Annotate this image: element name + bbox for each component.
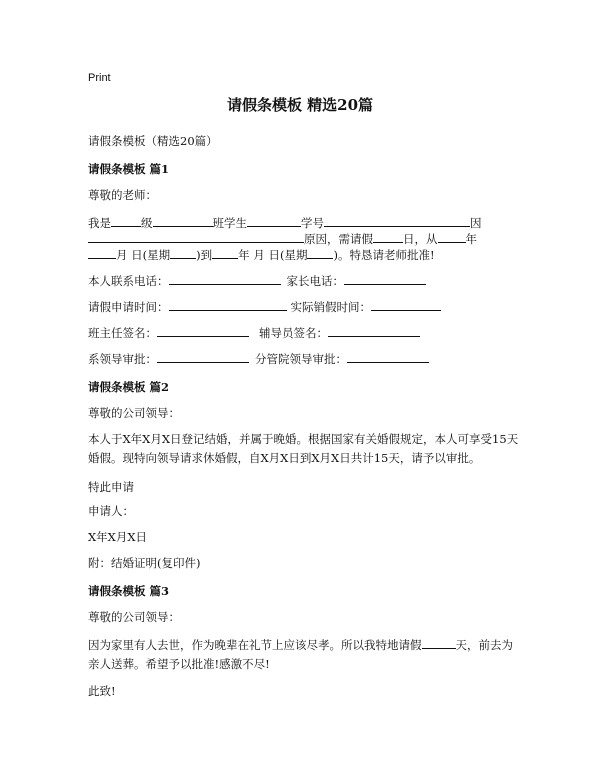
body-3-part1: 因为家里有人去世，作为晚辈在礼节上应该尽孝。所以我特地请假 bbox=[88, 638, 422, 652]
blank-from-weekday[interactable] bbox=[170, 247, 196, 259]
form-line-1 bbox=[88, 215, 482, 230]
form-text: 我是 bbox=[88, 216, 111, 230]
closing-2: 特此申请 bbox=[88, 480, 134, 494]
field-label: 班主任签名： bbox=[88, 326, 157, 340]
field-label: 家长电话： bbox=[286, 274, 344, 288]
form-line-3 bbox=[88, 247, 435, 262]
form-text: 月 日 bbox=[116, 248, 143, 262]
blank-apply-time[interactable] bbox=[169, 299, 287, 311]
field-row-time bbox=[88, 299, 441, 314]
blank-dean-approval[interactable] bbox=[347, 351, 429, 363]
blank-return-time[interactable] bbox=[371, 299, 441, 311]
body-3-part2: 天，前去为亲人送葬。希望予以批准!感激不尽! bbox=[88, 638, 513, 671]
blank-days[interactable] bbox=[373, 231, 403, 243]
attachment-2: 附：结婚证明(复印件) bbox=[88, 556, 201, 570]
body-3 bbox=[88, 636, 520, 674]
field-row-approval bbox=[88, 351, 429, 366]
section-heading-1: 请假条模板 篇1 bbox=[88, 162, 170, 176]
subtitle: 请假条模板（精选20篇） bbox=[88, 134, 218, 148]
field-label: 分管院领导审批： bbox=[255, 352, 347, 366]
form-text: 原因，需请假 bbox=[304, 232, 373, 246]
salutation-1: 尊敬的老师： bbox=[88, 188, 157, 202]
blank-leave-days[interactable] bbox=[422, 637, 456, 649]
blank-student-id[interactable] bbox=[324, 215, 470, 227]
blank-teacher-sign[interactable] bbox=[157, 325, 249, 337]
form-text: 级 bbox=[141, 216, 153, 230]
blank-student[interactable] bbox=[247, 215, 301, 227]
field-row-phone bbox=[88, 273, 426, 288]
blank-class[interactable] bbox=[153, 215, 213, 227]
body-2: 本人于X年X月X日登记结婚，并属于晚婚。根据国家有关婚假规定，本人可享受15天婚假。现特向领导请求休婚假，自X月X日到X月X日共计15天，请予以审批。 bbox=[88, 432, 519, 465]
field-row-sign bbox=[88, 325, 420, 340]
blank-counselor-sign[interactable] bbox=[328, 325, 420, 337]
print-label: Print bbox=[88, 72, 111, 84]
form-text: (星期 bbox=[279, 248, 308, 262]
field-label: 辅导员签名： bbox=[259, 326, 328, 340]
salutation-3: 尊敬的公司领导： bbox=[88, 610, 180, 624]
section-heading-3: 请假条模板 篇3 bbox=[88, 584, 170, 598]
date-2: X年X月X日 bbox=[88, 530, 148, 544]
blank-self-phone[interactable] bbox=[169, 273, 281, 285]
blank-parent-phone[interactable] bbox=[344, 273, 426, 285]
section-heading-2: 请假条模板 篇2 bbox=[88, 380, 170, 394]
form-text: 年 bbox=[465, 232, 477, 246]
blank-dept-approval[interactable] bbox=[157, 351, 249, 363]
field-label: 系领导审批： bbox=[88, 352, 157, 366]
form-line-2 bbox=[88, 231, 477, 246]
blank-reason[interactable] bbox=[88, 231, 304, 243]
applicant-label: 申请人： bbox=[88, 504, 134, 518]
blank-grade[interactable] bbox=[111, 215, 141, 227]
form-text: 因 bbox=[470, 216, 482, 230]
form-text: (星期 bbox=[142, 248, 171, 262]
form-text: )到 bbox=[196, 248, 213, 262]
blank-from-year[interactable] bbox=[438, 231, 466, 243]
blank-to-weekday[interactable] bbox=[307, 247, 333, 259]
form-text: 班学生 bbox=[212, 216, 247, 230]
form-text: 学号 bbox=[301, 216, 324, 230]
form-text: 年 月 日 bbox=[238, 248, 280, 262]
blank-from-month[interactable] bbox=[88, 247, 116, 259]
form-text: )。特恳请老师批准! bbox=[333, 248, 435, 262]
page-title: 请假条模板 精选20篇 bbox=[226, 96, 374, 114]
blank-to-year[interactable] bbox=[212, 247, 238, 259]
salutation-2: 尊敬的公司领导： bbox=[88, 406, 180, 420]
closing-3: 此致! bbox=[88, 684, 116, 698]
field-label: 本人联系电话： bbox=[88, 274, 169, 288]
field-label: 实际销假时间： bbox=[290, 300, 371, 314]
field-label: 请假申请时间： bbox=[88, 300, 169, 314]
form-text: 日，从 bbox=[403, 232, 438, 246]
